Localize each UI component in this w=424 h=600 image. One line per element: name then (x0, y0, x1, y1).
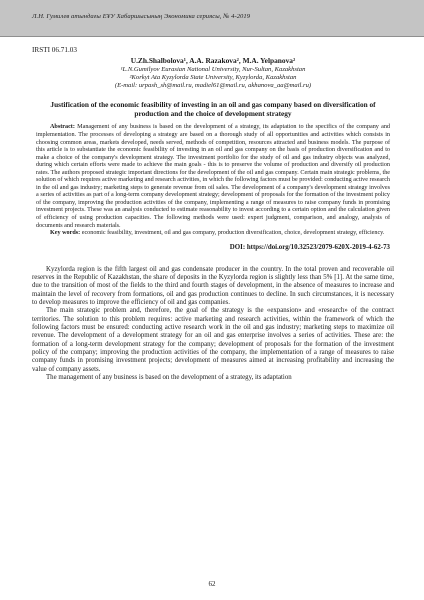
abstract (36, 124, 390, 230)
irsti-code: IRSTI 06.71.03 (32, 46, 77, 54)
article-title: Justification of the economic feasibility of investing in an oil and gas company based on diversification of production and the choice of development strategy (50, 99, 376, 118)
affiliation-1: ¹L.N.Gumilyov Eurasian National University, Nur-Sultan, Kazakhstan (120, 66, 306, 73)
article-authors: U.Zh.Shalbolova¹, A.A. Razakova², M.A. Yelpanova² (130, 56, 296, 65)
journal-title: Л.Н. Гумилев атындағы ЕҰУ Хабаршысының Экономика сериясы, № 4-2019 (32, 13, 251, 20)
body-paragraph-3: The management of any business is based on the development of a strategy, its adaptation (46, 374, 292, 382)
doi-link[interactable]: DOI: https://doi.org/10.32523/2079-620X-2019-4-62-73 (229, 243, 390, 251)
page-number: 62 (208, 580, 216, 588)
affiliation-2: ²Korkyt Ata Kyzylorda State University, Kyzylorda, Kazakhstan (129, 74, 297, 82)
article-page (32, 46, 394, 382)
abstract-label: Abstract: (50, 124, 75, 131)
journal-header (0, 0, 424, 37)
author-emails: (E-mail: urpash_sh@mail.ru, madiel61@mail.ru, akhanova_aa@mail.ru) (114, 82, 312, 90)
body-paragraph-1: Kyzylorda region is the fifth largest oil and gas condensate producer in the country. In the total proven and recoverable oil reserves in the Republic of Kazakhstan, the share of deposits in the Kyzylorda region is slightly less than 5% [1]. At the same time, due to the transition of most of the fields to the third and fourth stages of development, in the absence of measures to increase and maintain the level of recovery from formations, oil and gas production continues to decline. In such circumstances, it is necessary to develop measures to improve the efficiency of oil and gas companies. (32, 265, 394, 306)
keywords-label: Key words: (50, 230, 81, 237)
keywords (36, 230, 390, 238)
abstract-text: Management of any business is based on the development of a strategy, its adaptation to the specifics of the company and implementation. The processes of developing a strategy are based on a thorough study of all opportunities and activities which consists in choosing common areas, markets developed, needs served, methods of competition, resources attracted and business models. The purpose of this article is to substantiate the economic feasibility of investing in an oil and gas company on the basis of production diversification and to make a choice of the company's development strategy. The investment portfolio for the study of oil and gas industry objects was analyzed, during which certain efforts were made to achieve the main goals - this is to preserve the volume of production and diversify oil production rates. The authors proposed strategic important directions for the development of the oil and gas company. Certain main strategic problems, the solution of which requires active marketing and research activities, in which the following factors must be provided: conducting active research in the oil and gas industry; marketing steps to generate revenue from oil sales. The development of a company's development strategy involves a series of activities as part of a long-term company development strategy; development of proposals for the formation of the investment policy of the company, improving the production activities of the company, implementing a range of measures to raise company funds in promising investment projects. These was an analysis conducted to estimate reasonability to invest according to a certain option and the calculation given of efficiency of using production capacities. The following methods were used: expert judgment, comparison, and analogy, analysis of documents and research materials. (36, 124, 390, 229)
keywords-text: economic feasibility, investment, oil and gas company, production diversification, choice, development strategy, efficiency. (80, 230, 385, 237)
body-paragraph-2: The main strategic problem and, therefore, the goal of the strategy is the «expansion» and «research» of the contract territories. The solution to this problem requires: active marketing and research activities, within the framework of which the following factors must be ensured: conducting active research work in the oil and gas industry; marketing steps to maximize oil revenue. The development of a development strategy for an oil and gas enterprise involves a series of activities. These are: the formation of a long-term development strategy for the company; development of proposals for the formation of the investment policy of the company; improving the production activities of the company, the implementation of a range of measures to raise company funds in promising investment projects; development of measures aimed at increasing profitability and increasing the value of company assets. (32, 307, 394, 373)
article-body (32, 266, 394, 383)
